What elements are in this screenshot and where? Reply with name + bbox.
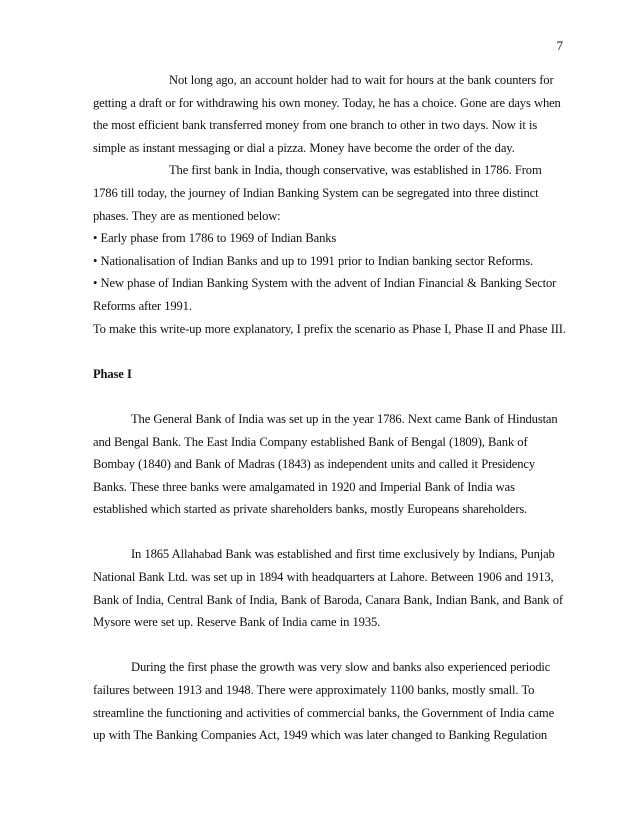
spacer	[93, 340, 567, 363]
bullet-item: • New phase of Indian Banking System with the advent of Indian Financial & Banking Sector Reforms after 1991.	[93, 276, 557, 313]
phase1-paragraph: In 1865 Allahabad Bank was established and first time exclusively by Indians, Punjab National Bank Ltd. was set up in 1894 with headquarters at Lahore. Between 1906 and 1913, Bank of India, Central Bank of India, Bank of Baroda, Canara Bank, Indian Bank, and Bank of Mysore were set up. Reserve Bank of India came in 1935.	[93, 547, 563, 630]
spacer	[93, 634, 567, 657]
bullet-item: • Nationalisation of Indian Banks and up to 1991 prior to Indian banking sector Reforms.	[93, 253, 533, 268]
bullet-item: • Early phase from 1786 to 1969 of Indian Banks	[93, 231, 337, 246]
intro-paragraph-2: The first bank in India, though conservative, was established in 1786. From 1786 till today, the journey of Indian Banking System can be segregated into three distinct phases. They are as mentioned below:	[93, 163, 542, 223]
spacer	[93, 385, 567, 408]
document-body	[93, 69, 567, 747]
intro-paragraph-1: Not long ago, an account holder had to wait for hours at the bank counters for getting a draft or for withdrawing his own money. Today, he has a choice. Gone are days when the most efficient bank transferred money from one branch to other in two days. Now it is simple as instant messaging or dial a pizza. Money have become the order of the day.	[93, 73, 561, 155]
phase1-paragraph: The General Bank of India was set up in the year 1786. Next came Bank of Hindustan and Bengal Bank. The East India Company established Bank of Bengal (1809), Bank of Bombay (1840) and Bank of Madras (1843) as independent units and called it Presidency Banks. These three banks were amalgamated in 1920 and Imperial Bank of India was established which started as private shareholders banks, mostly Europeans shareholders.	[93, 411, 558, 517]
phase1-paragraph: During the first phase the growth was very slow and banks also experienced periodic failures between 1913 and 1948. There were approximately 1100 banks, mostly small. To streamline the functioning and activities of commercial banks, the Government of India came up with The Banking Companies Act, 1949 which was later changed to Banking Regulation	[93, 660, 555, 743]
spacer	[93, 521, 567, 544]
intro-paragraph-3: To make this write-up more explanatory, I prefix the scenario as Phase I, Phase II and Phase III.	[93, 321, 566, 336]
page-number: 7	[556, 38, 563, 53]
section-heading: Phase I	[93, 366, 132, 381]
